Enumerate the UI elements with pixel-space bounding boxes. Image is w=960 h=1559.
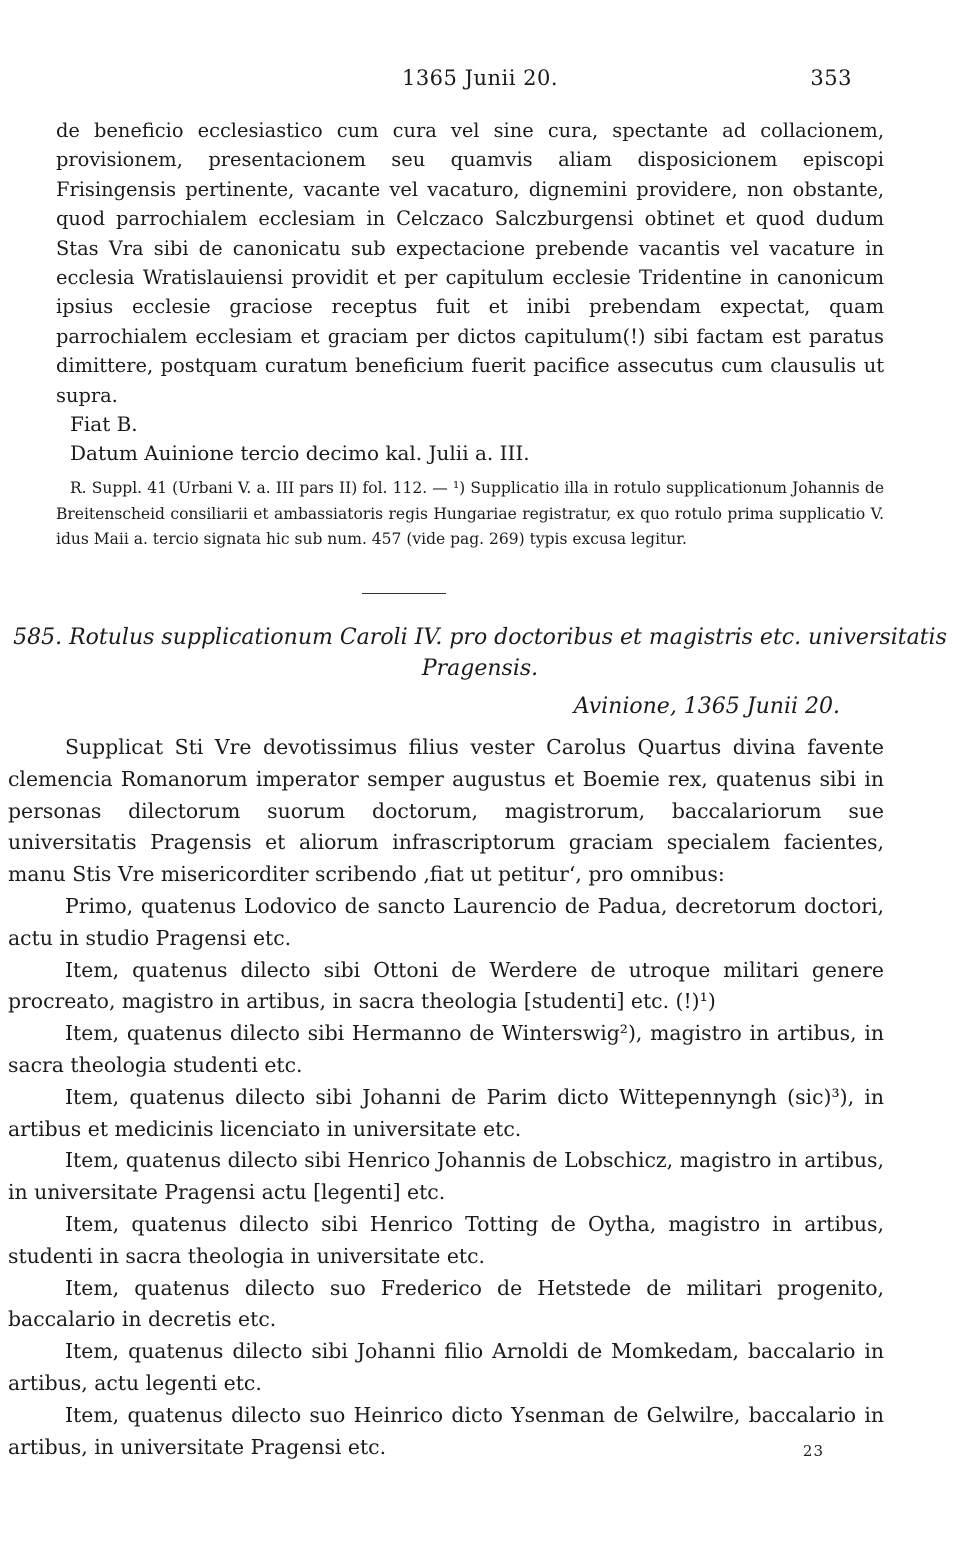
continuation-text [56,116,884,469]
body-paragraph: Item, quatenus dilecto suo Frederico de Hetstede de militari progenito, baccalario in decretis etc. [8,1275,884,1332]
signature-mark: 23 [802,1442,824,1460]
body-paragraph: Item, quatenus dilecto sibi Johanni de Parim dicto Wittepennyngh (sic)³), in artibus et medicinis licenciato in universitate etc. [8,1084,884,1141]
document-heading [0,622,960,684]
document-number: 585. [13,625,63,650]
source-footnote-text: R. Suppl. 41 (Urbani V. a. III pars II) fol. 112. — ¹) Supplicatio illa in rotulo supplicationum Johannis de Breitenscheid consiliarii et ambassiatoris regis Hungariae registratur, ex quo rotulo prima supplicatio V. idus Maii a. tercio signata hic sub num. 457 (vide pag. 269) typis excusa legitur. [56,479,884,548]
section-divider [362,593,446,594]
document-body [8,732,884,1463]
body-paragraph: Supplicat Sti Vre devotissimus filius vester Carolus Quartus divina favente clemencia Romanorum imperator semper augustus et Boemie rex, quatenus sibi in personas dilectorum suorum doctorum, magistrorum, baccalariorum sue universitatis Pragensis et aliorum infrascriptorum graciam specialem facientes, manu Stis Vre misericorditer scribendo ‚fiat ut petitur‘, pro omnibus: [8,735,884,887]
body-paragraph: Item, quatenus dilecto sibi Henrico Johannis de Lobschicz, magistro in artibus, in universitate Pragensi actu [legenti] etc. [8,1148,884,1205]
continuation-paragraph: de beneficio ecclesiastico cum cura vel sine cura, spectante ad collacionem, provisionem, presentacionem seu quamvis aliam disposicionem episcopi Frisingensis pertinente, vacante vel vacaturo, dignemini providere, non obstante, quod parrochialem ecclesiam in Celczaco Salczburgensi obtinet et quod dudum Stas Vra sibi de canonicatu sub expectacione prebende vacantis vel vacature in ecclesia Wratislauiensi providit et per capitulum ecclesie Tridentine in canonicum ipsius ecclesie graciose receptus fuit et inibi prebendam expectat, quam parrochialem ecclesiam et graciam per dictos capitulum(!) sibi factam est paratus dimittere, postquam curatum beneficium fuerit pacifice assecutus cum clausulis ut supra. [56,119,884,407]
source-footnote [56,476,884,553]
page-number: 353 [810,66,852,90]
datum-line: Datum Auinione tercio decimo kal. Julii a. III. [70,441,530,466]
body-paragraph: Primo, quatenus Lodovico de sancto Laurencio de Padua, decretorum doctori, actu in studio Pragensi etc. [8,893,884,950]
document-title: Rotulus supplicationum Caroli IV. pro doctoribus et magistris etc. universitatis Pragensis. [69,625,947,681]
document-place-date: Avinione, 1365 Junii 20. [573,694,840,719]
running-header-date: 1365 Junii 20. [401,66,559,90]
body-paragraph: Item, quatenus dilecto sibi Ottoni de Werdere de utroque militari genere procreato, magistro in artibus, in sacra theologia [studenti] etc. (!)¹) [8,957,884,1014]
body-paragraph: Item, quatenus dilecto suo Heinrico dicto Ysenman de Gelwilre, baccalario in artibus, in universitate Pragensi etc. [8,1402,884,1459]
body-paragraph: Item, quatenus dilecto sibi Henrico Totting de Oytha, magistro in artibus, studenti in sacra theologia in universitate etc. [8,1211,884,1268]
fiat-line: Fiat B. [70,412,138,437]
body-paragraph: Item, quatenus dilecto sibi Hermanno de Winterswig²), magistro in artibus, in sacra theologia studenti etc. [8,1021,884,1077]
body-paragraph: Item, quatenus dilecto sibi Johanni filio Arnoldi de Momkedam, baccalario in artibus, actu legenti etc. [8,1339,884,1395]
